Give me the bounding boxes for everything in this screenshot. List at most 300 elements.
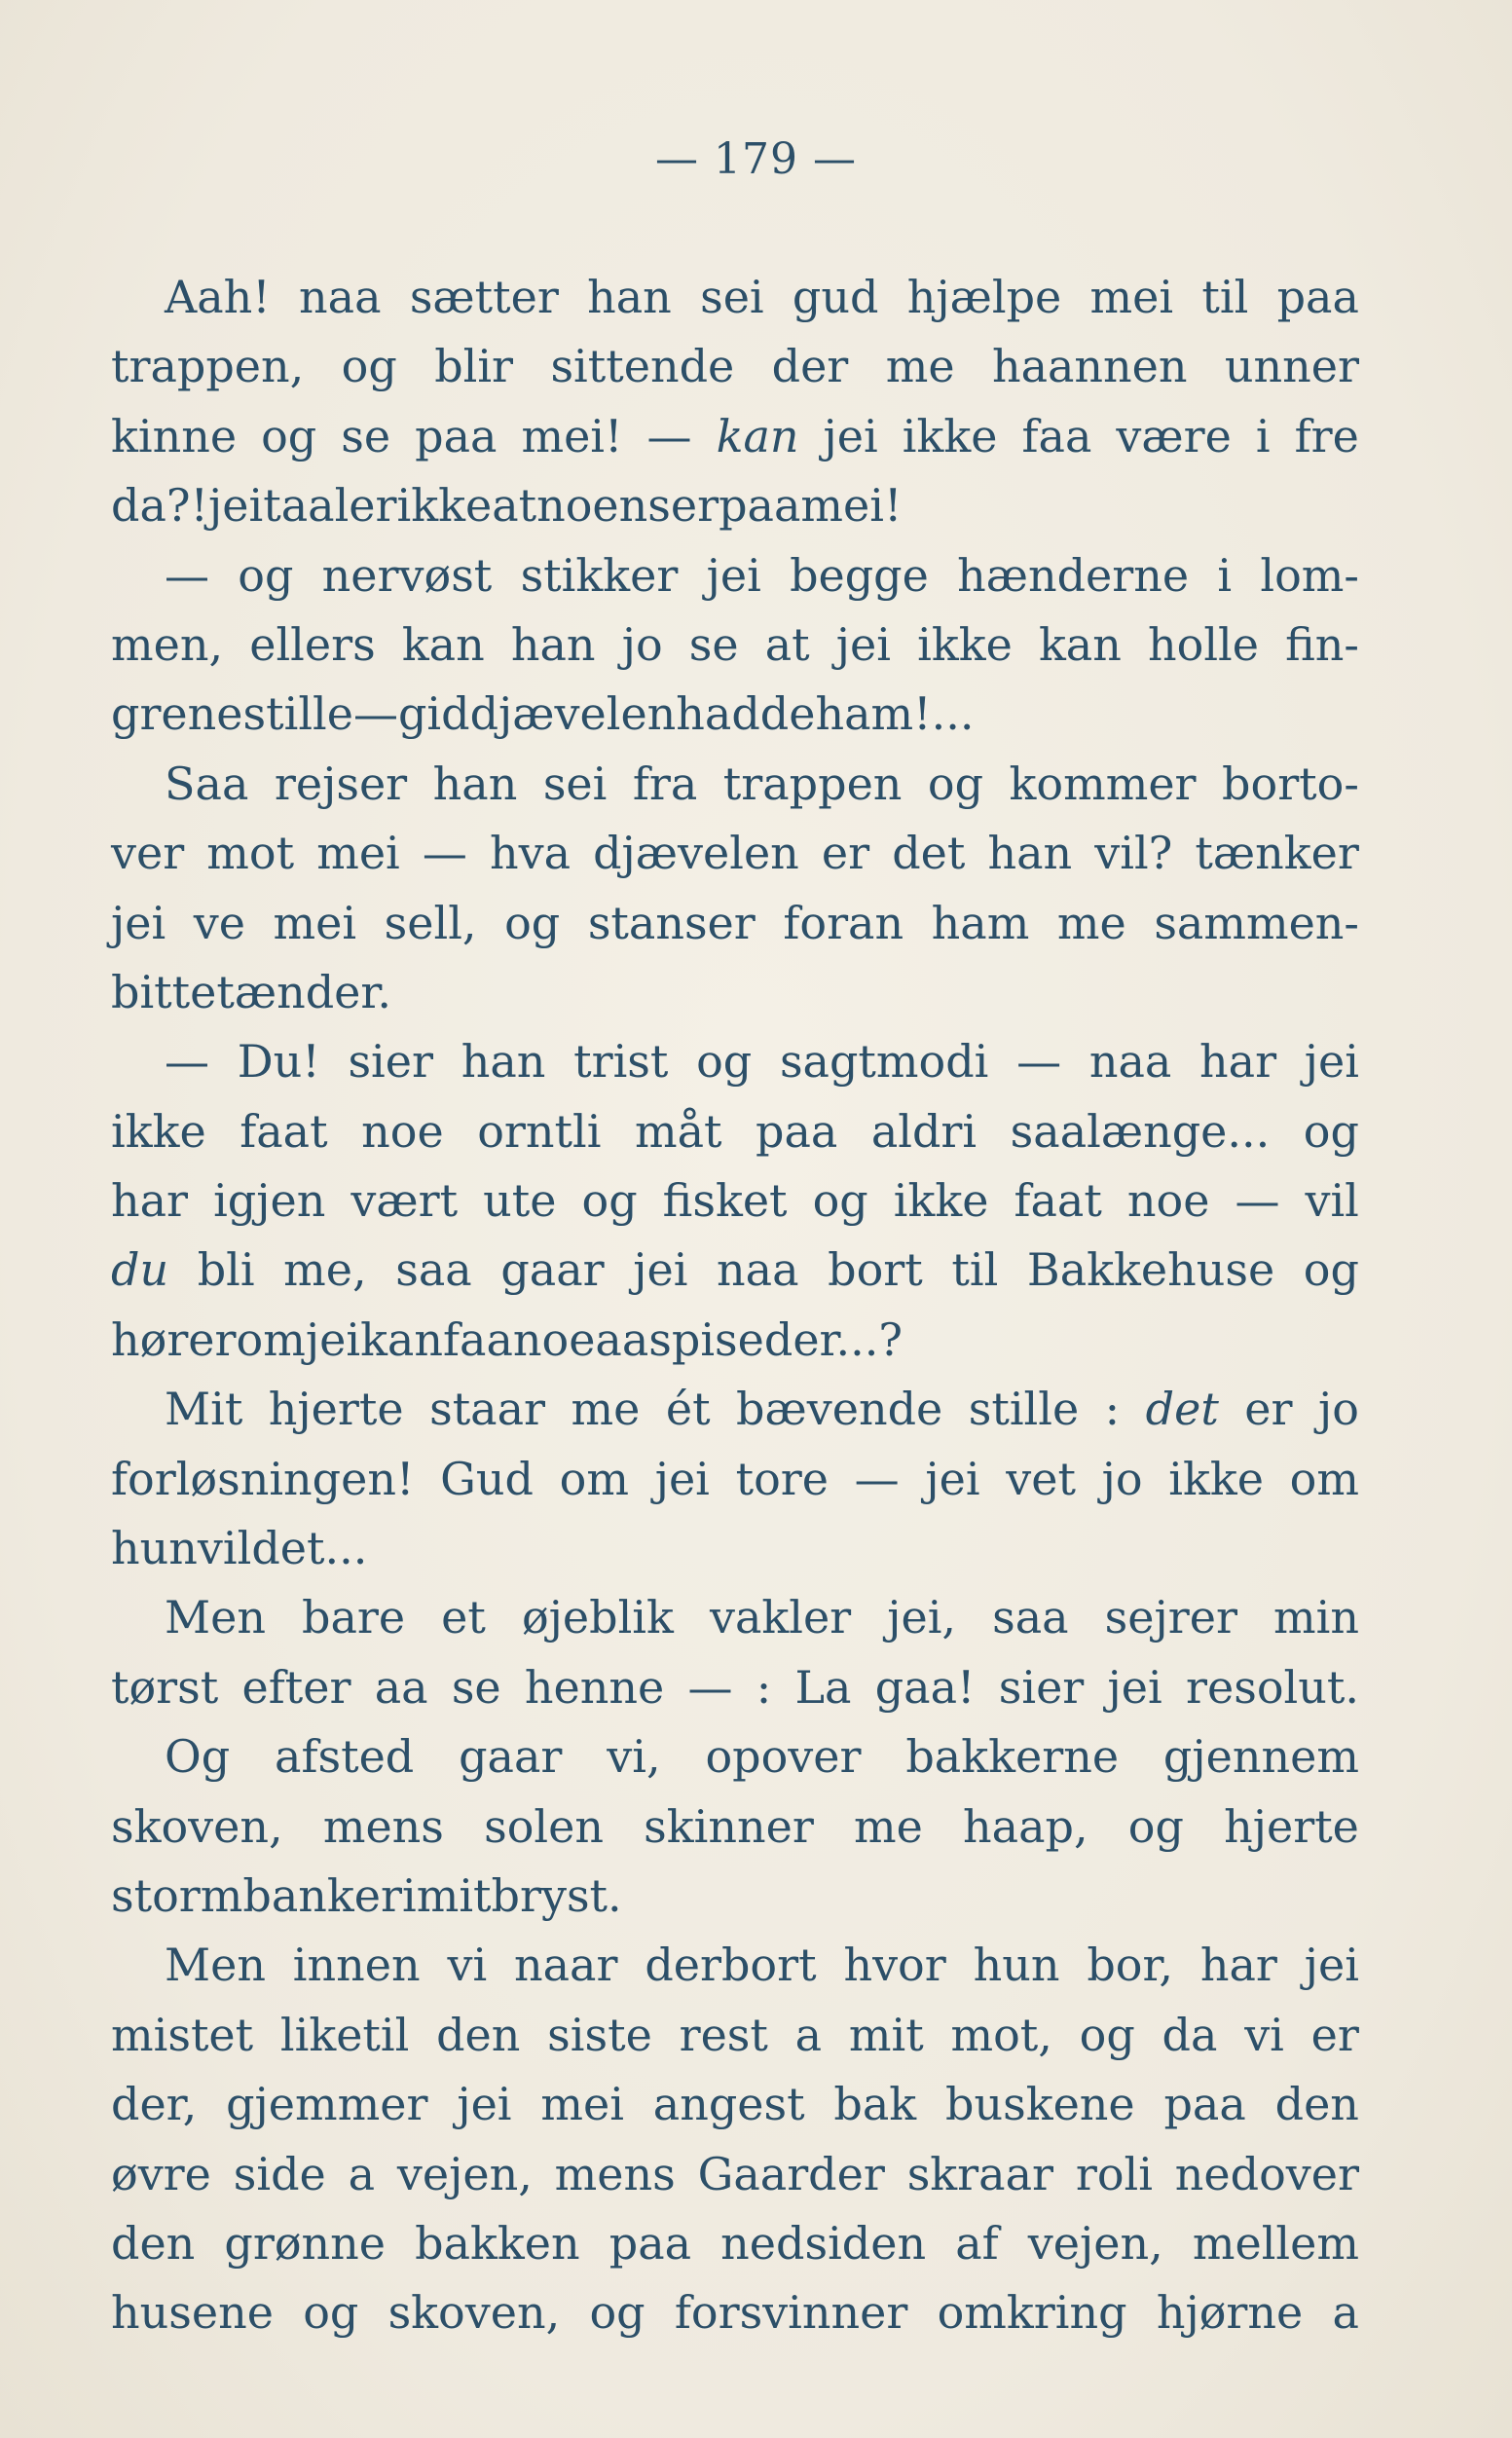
- word: —: [646, 409, 692, 462]
- text-line: [111, 1583, 1359, 1652]
- word: innen: [292, 1939, 421, 1992]
- word: side: [233, 2147, 326, 2200]
- word: mei!: [800, 479, 903, 533]
- word: mot,: [950, 2008, 1052, 2061]
- word: —: [165, 1035, 209, 1089]
- word: noe: [512, 1312, 596, 1366]
- word: jei: [706, 548, 761, 602]
- word: og: [303, 2286, 359, 2340]
- word: begge: [790, 548, 929, 602]
- word: se: [341, 409, 391, 462]
- word: at: [764, 617, 810, 671]
- word: sier: [348, 1035, 433, 1089]
- word: orntli: [477, 1104, 602, 1158]
- word: Bakkehuse: [1026, 1243, 1275, 1297]
- word: paa: [1276, 271, 1359, 323]
- text-line: [111, 332, 1359, 401]
- word: om: [1289, 1452, 1359, 1505]
- word: aa: [374, 1660, 428, 1714]
- word: hjerte: [1224, 1799, 1359, 1853]
- word: der: [771, 340, 849, 393]
- word: grønne: [224, 2216, 387, 2270]
- word: han: [987, 827, 1073, 880]
- word: a: [1332, 2286, 1359, 2340]
- word: sagtmodi: [779, 1035, 989, 1089]
- text-line: [111, 819, 1359, 888]
- word: og: [927, 757, 984, 810]
- word: gud: [792, 271, 879, 323]
- word: kan: [360, 1312, 443, 1366]
- word: det...: [251, 1522, 368, 1575]
- text-line: [111, 958, 1359, 1027]
- word: nedsiden: [720, 2216, 927, 2270]
- text-line: [111, 2070, 1359, 2139]
- word: a: [794, 2008, 823, 2061]
- word: og: [589, 2286, 645, 2340]
- text-line: [111, 2001, 1359, 2070]
- word: liketil: [279, 2008, 410, 2061]
- word: ellers: [249, 617, 376, 671]
- word: Gaarder: [697, 2147, 885, 2200]
- page-number: — 179 —: [655, 134, 857, 184]
- word: mot: [206, 827, 295, 880]
- word: jei,: [887, 1591, 957, 1644]
- text-line: [111, 1862, 1359, 1931]
- word: roli: [1075, 2147, 1153, 2200]
- word: at: [492, 479, 537, 533]
- word: se: [688, 617, 739, 671]
- word: i: [1255, 409, 1271, 462]
- word: og: [341, 340, 397, 393]
- word: jei: [457, 2078, 512, 2131]
- word: paa: [756, 1104, 838, 1158]
- word: gaar: [500, 1243, 605, 1297]
- word: fisket: [662, 1174, 788, 1228]
- word: mei: [316, 827, 400, 880]
- word: hva: [489, 827, 571, 880]
- word: naa: [717, 1243, 799, 1297]
- word: tænder.: [216, 965, 391, 1018]
- word: er: [1310, 2008, 1359, 2061]
- word: i: [401, 1868, 417, 1922]
- word: fin-: [1285, 617, 1359, 671]
- word: mistet: [111, 2008, 254, 2061]
- word: nervøst: [321, 548, 493, 602]
- word: jei: [835, 617, 891, 671]
- word: er: [821, 827, 870, 880]
- word: sejrer: [1104, 1591, 1237, 1644]
- word: ikke: [1168, 1452, 1264, 1505]
- word: og: [581, 1174, 638, 1228]
- word: saa: [992, 1591, 1069, 1644]
- word: ve: [193, 896, 245, 949]
- word: igjen: [213, 1174, 326, 1228]
- text-line: [111, 1166, 1359, 1236]
- word: me: [885, 340, 955, 393]
- word: —: [352, 687, 398, 741]
- word: den: [436, 2008, 521, 2061]
- word: rest: [679, 2008, 768, 2061]
- word: blir: [434, 340, 514, 393]
- word: hjerte: [268, 1383, 404, 1436]
- word: ikke: [396, 479, 493, 533]
- word: —: [165, 548, 209, 602]
- word: Du!: [237, 1035, 320, 1089]
- word: holle: [1148, 617, 1259, 671]
- word: tænker: [1195, 827, 1359, 880]
- word: vil?: [1094, 827, 1173, 880]
- word: Saa: [165, 757, 249, 810]
- word: taaler: [263, 479, 397, 533]
- word: kommer: [1009, 757, 1197, 810]
- word: afsted: [275, 1730, 415, 1784]
- word: :: [756, 1660, 772, 1714]
- word: efter: [241, 1660, 351, 1714]
- word: hvor: [843, 1939, 946, 1992]
- text-line: [111, 1445, 1359, 1514]
- word: La: [794, 1660, 852, 1714]
- word: derbort: [645, 1939, 817, 1992]
- word: forløsningen!: [111, 1452, 415, 1505]
- word: stanser: [587, 896, 756, 949]
- word: Aah!: [165, 271, 271, 323]
- text-line: [111, 1027, 1359, 1096]
- word: aldri: [870, 1104, 977, 1158]
- text-line: [111, 2278, 1359, 2347]
- word: jo: [1101, 1452, 1143, 1505]
- word: jo: [1318, 1383, 1359, 1436]
- text-line: [111, 1722, 1359, 1792]
- word: jo: [621, 617, 663, 671]
- word: mei: [1089, 271, 1174, 323]
- word: være: [1116, 409, 1232, 462]
- word: og: [504, 896, 561, 949]
- word: solen: [484, 1799, 604, 1853]
- word: af: [955, 2216, 999, 2270]
- word: opover: [705, 1730, 862, 1784]
- word: siste: [547, 2008, 652, 2061]
- word: tørst: [111, 1660, 219, 1714]
- word: til: [1201, 271, 1249, 323]
- word: nedover: [1174, 2147, 1359, 2200]
- word: gaa!: [874, 1660, 976, 1714]
- word: —: [687, 1660, 733, 1714]
- word: saalænge...: [1010, 1104, 1271, 1158]
- word: jei: [823, 409, 878, 462]
- word: unner: [1224, 340, 1359, 393]
- word: faa: [443, 1312, 513, 1366]
- word: til: [951, 1243, 999, 1297]
- word: mens: [554, 2147, 676, 2200]
- word: bryst.: [491, 1868, 622, 1922]
- word: jei: [1304, 1035, 1359, 1089]
- word: hører: [111, 1312, 237, 1366]
- word: og: [238, 548, 294, 602]
- word: i: [1217, 548, 1233, 602]
- word: bakken: [415, 2216, 580, 2270]
- word: kinne: [111, 409, 238, 462]
- word: me,: [283, 1243, 367, 1297]
- text-line: [111, 263, 1359, 332]
- word: noe: [361, 1104, 444, 1158]
- word: lom-: [1260, 548, 1359, 602]
- word: fre: [1294, 409, 1359, 462]
- word: sier: [998, 1660, 1085, 1714]
- word: faa: [1021, 409, 1092, 462]
- word: vært: [350, 1174, 459, 1228]
- word: jei: [654, 1452, 710, 1505]
- word: vi,: [607, 1730, 661, 1784]
- word: og: [696, 1035, 753, 1089]
- word: staar: [429, 1383, 546, 1436]
- word: den: [111, 2216, 196, 2270]
- word: mit: [848, 2008, 924, 2061]
- word: husene: [111, 2286, 274, 2340]
- word: djævelen: [593, 827, 799, 880]
- text-line: [111, 1653, 1359, 1722]
- text-line: [111, 541, 1359, 610]
- word: han: [587, 271, 672, 323]
- word: —: [1016, 1035, 1062, 1089]
- word: angest: [652, 2078, 805, 2131]
- word: Mit: [165, 1383, 243, 1436]
- text-line: [111, 2209, 1359, 2278]
- word: vil: [1305, 1174, 1359, 1228]
- word: me: [1056, 896, 1126, 949]
- word: forsvinner: [674, 2286, 908, 2340]
- word: Gud: [440, 1452, 534, 1505]
- word: og: [812, 1174, 868, 1228]
- body-text: [111, 263, 1359, 2348]
- word: hun: [111, 1522, 198, 1575]
- word: skoven,: [111, 1799, 283, 1853]
- word: naar: [514, 1939, 618, 1992]
- word: saa: [395, 1243, 472, 1297]
- word: ute: [483, 1174, 557, 1228]
- word: da: [1162, 2008, 1218, 2061]
- word: det: [892, 827, 966, 880]
- word: kan: [716, 409, 799, 462]
- word: mei: [273, 896, 357, 949]
- word: vejen,: [396, 2147, 533, 2200]
- word: der...?: [763, 1312, 904, 1366]
- word: hænderne: [957, 548, 1190, 602]
- word: har: [111, 1174, 189, 1228]
- word: bort: [828, 1243, 923, 1297]
- word: hjørne: [1156, 2286, 1304, 2340]
- word: ikke: [902, 409, 998, 462]
- word: —: [854, 1452, 900, 1505]
- word: øvre: [111, 2147, 211, 2200]
- word: vi: [1244, 2008, 1284, 2061]
- word: mens: [322, 1799, 444, 1853]
- word: resolut.: [1186, 1660, 1359, 1714]
- word: han: [461, 1035, 546, 1089]
- word: buskene: [945, 2078, 1135, 2131]
- word: er: [1244, 1383, 1293, 1436]
- word: han: [432, 757, 518, 810]
- word: jei: [111, 896, 166, 949]
- word: vi: [447, 1939, 488, 1992]
- word: jei: [1107, 1660, 1162, 1714]
- word: paa: [719, 479, 801, 533]
- word: og: [1127, 1799, 1184, 1853]
- word: foran: [783, 896, 904, 949]
- word: om: [559, 1452, 629, 1505]
- word: det: [1145, 1383, 1219, 1436]
- word: sei: [542, 757, 608, 810]
- word: gjemmer: [226, 2078, 428, 2131]
- text-line: [111, 1931, 1359, 2000]
- word: jei: [633, 1243, 688, 1297]
- word: bare: [302, 1591, 406, 1644]
- word: bævende: [736, 1383, 943, 1436]
- word: rejser: [274, 757, 408, 810]
- word: skinner: [644, 1799, 814, 1853]
- word: ikke: [893, 1174, 989, 1228]
- word: —: [1235, 1174, 1280, 1228]
- word: skoven,: [387, 2286, 561, 2340]
- word: faat: [240, 1104, 328, 1158]
- word: tore: [735, 1452, 829, 1505]
- text-line: [111, 1514, 1359, 1583]
- word: :: [1104, 1383, 1121, 1436]
- word: trappen: [722, 757, 903, 810]
- word: bakkerne: [905, 1730, 1120, 1784]
- word: ham!...: [815, 687, 975, 741]
- word: trist: [573, 1035, 669, 1089]
- word: paa: [415, 409, 498, 462]
- word: jei: [925, 1452, 980, 1505]
- word: om: [236, 1312, 306, 1366]
- word: han: [510, 617, 596, 671]
- word: ikke: [917, 617, 1013, 671]
- word: du: [111, 1243, 169, 1297]
- word: ikke: [111, 1104, 206, 1158]
- word: måt: [634, 1104, 722, 1158]
- word: stormbanker: [111, 1868, 402, 1922]
- word: noe: [1126, 1174, 1210, 1228]
- word: vet: [1006, 1452, 1076, 1505]
- word: bak: [833, 2078, 917, 2131]
- word: noen: [536, 479, 648, 533]
- word: omkring: [937, 2286, 1127, 2340]
- word: haap,: [963, 1799, 1088, 1853]
- word: stille: [242, 687, 353, 741]
- word: et: [441, 1591, 486, 1644]
- text-line: [111, 402, 1359, 471]
- word: bor,: [1087, 1939, 1174, 1992]
- text-line: [111, 680, 1359, 749]
- word: jei: [208, 479, 264, 533]
- word: gid: [397, 687, 470, 741]
- word: jei: [1304, 1939, 1359, 1992]
- word: se: [451, 1660, 501, 1714]
- word: bitte: [111, 965, 217, 1018]
- word: hun: [973, 1939, 1060, 1992]
- word: ver: [111, 827, 185, 880]
- text-line: [111, 2140, 1359, 2209]
- word: grene: [111, 687, 243, 741]
- word: og: [261, 409, 317, 462]
- word: og: [1303, 1104, 1359, 1158]
- word: mellem: [1192, 2216, 1359, 2270]
- text-line: [111, 889, 1359, 958]
- word: Men: [165, 1591, 266, 1644]
- word: aa: [595, 1312, 649, 1366]
- word: gaar: [459, 1730, 563, 1784]
- word: mei!: [521, 409, 623, 462]
- word: naa: [299, 271, 382, 323]
- word: kan: [1038, 617, 1122, 671]
- word: den: [1274, 2078, 1359, 2131]
- text-line: [111, 1097, 1359, 1166]
- text-line: [111, 750, 1359, 819]
- word: trappen,: [111, 340, 305, 393]
- word: stikker: [520, 548, 679, 602]
- text-line: [111, 471, 1359, 540]
- word: —: [422, 827, 467, 880]
- word: ét: [665, 1383, 711, 1436]
- word: sittende: [550, 340, 735, 393]
- word: skraar: [906, 2147, 1053, 2200]
- word: ham: [931, 896, 1030, 949]
- word: sei: [700, 271, 764, 323]
- word: djævelen: [469, 687, 677, 741]
- word: øjeblik: [521, 1591, 674, 1644]
- word: mit: [416, 1868, 492, 1922]
- word: og: [1303, 1243, 1359, 1297]
- word: men,: [111, 617, 224, 671]
- word: haannen: [991, 340, 1188, 393]
- word: min: [1273, 1591, 1359, 1644]
- word: me: [854, 1799, 923, 1853]
- word: sætter: [409, 271, 559, 323]
- word: Og: [165, 1730, 231, 1784]
- word: der,: [111, 2078, 198, 2131]
- text-line: [111, 1375, 1359, 1444]
- word: me: [571, 1383, 641, 1436]
- word: har: [1199, 1939, 1277, 1992]
- word: henne: [524, 1660, 665, 1714]
- word: paa: [1163, 2078, 1246, 2131]
- word: vejen,: [1027, 2216, 1163, 2270]
- word: borto-: [1222, 757, 1359, 810]
- word: kan: [401, 617, 485, 671]
- text-line: [111, 1306, 1359, 1375]
- word: bli: [197, 1243, 255, 1297]
- word: a: [348, 2147, 376, 2200]
- word: mei: [540, 2078, 624, 2131]
- word: stille: [968, 1383, 1080, 1436]
- word: ser: [647, 479, 719, 533]
- word: Men: [165, 1939, 266, 1992]
- word: vil: [197, 1522, 252, 1575]
- word: gjennem: [1162, 1730, 1359, 1784]
- word: sammen-: [1154, 896, 1359, 949]
- word: hadde: [676, 687, 816, 741]
- word: jei: [305, 1312, 361, 1366]
- word: har: [1199, 1035, 1277, 1089]
- word: fra: [632, 757, 698, 810]
- word: sell,: [384, 896, 477, 949]
- word: da?!: [111, 479, 209, 533]
- word: spise: [648, 1312, 764, 1366]
- word: hjælpe: [906, 271, 1062, 323]
- text-line: [111, 610, 1359, 680]
- word: og: [1079, 2008, 1135, 2061]
- text-line: [111, 1236, 1359, 1305]
